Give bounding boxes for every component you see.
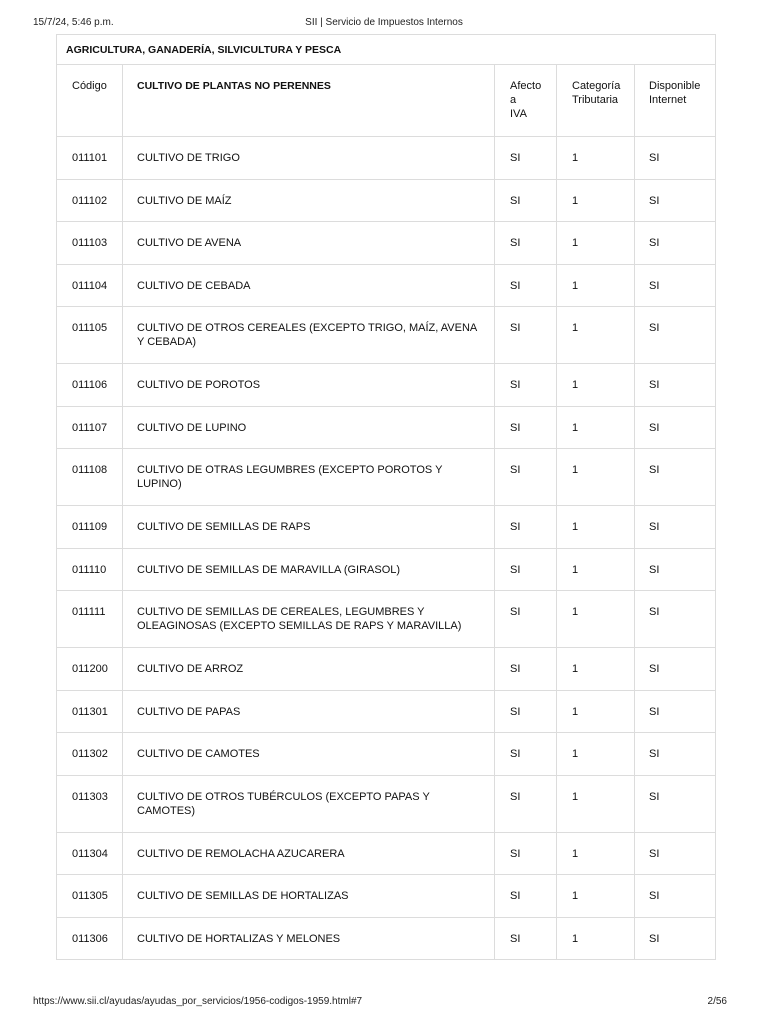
table-row bbox=[57, 832, 716, 875]
online-cell: SI bbox=[635, 648, 716, 691]
iva-cell: SI bbox=[495, 832, 557, 875]
code-cell: 011103 bbox=[57, 222, 123, 265]
code-cell: 011104 bbox=[57, 264, 123, 307]
header-iva-line3: IVA bbox=[510, 108, 527, 120]
header-category-name: CULTIVO DE PLANTAS NO PERENNES bbox=[123, 65, 495, 137]
code-cell: 011107 bbox=[57, 406, 123, 449]
table-row bbox=[57, 406, 716, 449]
tax-category-cell: 1 bbox=[557, 917, 635, 960]
online-cell: SI bbox=[635, 591, 716, 648]
online-cell: SI bbox=[635, 179, 716, 222]
table-row bbox=[57, 506, 716, 549]
tax-category-cell: 1 bbox=[557, 307, 635, 364]
online-cell: SI bbox=[635, 307, 716, 364]
table-row bbox=[57, 222, 716, 265]
description-cell: CULTIVO DE TRIGO bbox=[123, 137, 495, 180]
description-cell: CULTIVO DE OTROS TUBÉRCULOS (EXCEPTO PAPAS Y CAMOTES) bbox=[123, 775, 495, 832]
code-cell: 011102 bbox=[57, 179, 123, 222]
iva-cell: SI bbox=[495, 733, 557, 776]
header-iva bbox=[495, 65, 557, 137]
table-row bbox=[57, 733, 716, 776]
description-cell: CULTIVO DE POROTOS bbox=[123, 364, 495, 407]
header-online: Disponible Internet bbox=[635, 65, 716, 137]
online-cell: SI bbox=[635, 449, 716, 506]
online-cell: SI bbox=[635, 832, 716, 875]
iva-cell: SI bbox=[495, 775, 557, 832]
tax-category-cell: 1 bbox=[557, 222, 635, 265]
online-cell: SI bbox=[635, 264, 716, 307]
tax-category-cell: 1 bbox=[557, 775, 635, 832]
code-cell: 011106 bbox=[57, 364, 123, 407]
iva-cell: SI bbox=[495, 917, 557, 960]
code-cell: 011109 bbox=[57, 506, 123, 549]
description-cell: CULTIVO DE PAPAS bbox=[123, 690, 495, 733]
print-footer bbox=[33, 996, 727, 1010]
online-cell: SI bbox=[635, 733, 716, 776]
description-cell: CULTIVO DE HORTALIZAS Y MELONES bbox=[123, 917, 495, 960]
table-row bbox=[57, 137, 716, 180]
tax-category-cell: 1 bbox=[557, 733, 635, 776]
table-header-row bbox=[57, 65, 716, 137]
header-code: Código bbox=[57, 65, 123, 137]
online-cell: SI bbox=[635, 917, 716, 960]
table-row bbox=[57, 591, 716, 648]
iva-cell: SI bbox=[495, 506, 557, 549]
description-cell: CULTIVO DE SEMILLAS DE MARAVILLA (GIRASOL) bbox=[123, 548, 495, 591]
online-cell: SI bbox=[635, 690, 716, 733]
print-url: https://www.sii.cl/ayudas/ayudas_por_servicios/1956-codigos-1959.html#7 bbox=[33, 996, 363, 1007]
section-title-row bbox=[57, 35, 716, 65]
table-row bbox=[57, 648, 716, 691]
tax-category-cell: 1 bbox=[557, 264, 635, 307]
table-row bbox=[57, 449, 716, 506]
table-row bbox=[57, 917, 716, 960]
description-cell: CULTIVO DE ARROZ bbox=[123, 648, 495, 691]
code-cell: 011305 bbox=[57, 875, 123, 918]
online-cell: SI bbox=[635, 775, 716, 832]
iva-cell: SI bbox=[495, 264, 557, 307]
iva-cell: SI bbox=[495, 137, 557, 180]
table-row bbox=[57, 364, 716, 407]
iva-cell: SI bbox=[495, 222, 557, 265]
iva-cell: SI bbox=[495, 690, 557, 733]
code-cell: 011303 bbox=[57, 775, 123, 832]
tax-category-cell: 1 bbox=[557, 449, 635, 506]
tax-category-cell: 1 bbox=[557, 506, 635, 549]
iva-cell: SI bbox=[495, 307, 557, 364]
description-cell: CULTIVO DE SEMILLAS DE CEREALES, LEGUMBRES Y OLEAGINOSAS (EXCEPTO SEMILLAS DE RAPS Y MARAVILLA) bbox=[123, 591, 495, 648]
description-cell: CULTIVO DE CAMOTES bbox=[123, 733, 495, 776]
table-row bbox=[57, 548, 716, 591]
tax-category-cell: 1 bbox=[557, 364, 635, 407]
section-title: AGRICULTURA, GANADERÍA, SILVICULTURA Y PESCA bbox=[57, 35, 716, 65]
iva-cell: SI bbox=[495, 548, 557, 591]
online-cell: SI bbox=[635, 406, 716, 449]
tax-category-cell: 1 bbox=[557, 137, 635, 180]
tax-category-cell: 1 bbox=[557, 591, 635, 648]
code-cell: 011306 bbox=[57, 917, 123, 960]
table-row bbox=[57, 307, 716, 364]
online-cell: SI bbox=[635, 875, 716, 918]
tax-category-cell: 1 bbox=[557, 548, 635, 591]
iva-cell: SI bbox=[495, 406, 557, 449]
print-page-title: SII | Servicio de Impuestos Internos bbox=[305, 17, 463, 28]
print-date: 15/7/24, 5:46 p.m. bbox=[33, 17, 114, 28]
online-cell: SI bbox=[635, 548, 716, 591]
iva-cell: SI bbox=[495, 364, 557, 407]
description-cell: CULTIVO DE OTROS CEREALES (EXCEPTO TRIGO, MAÍZ, AVENA Y CEBADA) bbox=[123, 307, 495, 364]
code-cell: 011110 bbox=[57, 548, 123, 591]
table-row bbox=[57, 875, 716, 918]
description-cell: CULTIVO DE MAÍZ bbox=[123, 179, 495, 222]
description-cell: CULTIVO DE OTRAS LEGUMBRES (EXCEPTO POROTOS Y LUPINO) bbox=[123, 449, 495, 506]
table-row bbox=[57, 690, 716, 733]
activity-codes-table bbox=[56, 34, 716, 960]
table-row bbox=[57, 264, 716, 307]
code-cell: 011304 bbox=[57, 832, 123, 875]
description-cell: CULTIVO DE SEMILLAS DE RAPS bbox=[123, 506, 495, 549]
code-cell: 011301 bbox=[57, 690, 123, 733]
tax-category-cell: 1 bbox=[557, 690, 635, 733]
code-cell: 011200 bbox=[57, 648, 123, 691]
tax-category-cell: 1 bbox=[557, 832, 635, 875]
table-row bbox=[57, 775, 716, 832]
header-iva-line2: a bbox=[510, 94, 517, 106]
iva-cell: SI bbox=[495, 591, 557, 648]
online-cell: SI bbox=[635, 364, 716, 407]
page-number: 2/56 bbox=[707, 996, 727, 1007]
tax-category-cell: 1 bbox=[557, 648, 635, 691]
tax-category-cell: 1 bbox=[557, 179, 635, 222]
iva-cell: SI bbox=[495, 875, 557, 918]
code-cell: 011302 bbox=[57, 733, 123, 776]
iva-cell: SI bbox=[495, 179, 557, 222]
iva-cell: SI bbox=[495, 648, 557, 691]
header-iva-line1: Afecto bbox=[510, 80, 542, 92]
online-cell: SI bbox=[635, 137, 716, 180]
description-cell: CULTIVO DE LUPINO bbox=[123, 406, 495, 449]
code-cell: 011101 bbox=[57, 137, 123, 180]
code-cell: 011111 bbox=[57, 591, 123, 648]
description-cell: CULTIVO DE REMOLACHA AZUCARERA bbox=[123, 832, 495, 875]
print-header bbox=[33, 17, 735, 31]
code-cell: 011108 bbox=[57, 449, 123, 506]
table-row bbox=[57, 179, 716, 222]
header-tax-category: Categoría Tributaria bbox=[557, 65, 635, 137]
description-cell: CULTIVO DE AVENA bbox=[123, 222, 495, 265]
table-body bbox=[57, 137, 716, 960]
tax-category-cell: 1 bbox=[557, 875, 635, 918]
code-cell: 011105 bbox=[57, 307, 123, 364]
tax-category-cell: 1 bbox=[557, 406, 635, 449]
iva-cell: SI bbox=[495, 449, 557, 506]
description-cell: CULTIVO DE SEMILLAS DE HORTALIZAS bbox=[123, 875, 495, 918]
online-cell: SI bbox=[635, 506, 716, 549]
description-cell: CULTIVO DE CEBADA bbox=[123, 264, 495, 307]
online-cell: SI bbox=[635, 222, 716, 265]
